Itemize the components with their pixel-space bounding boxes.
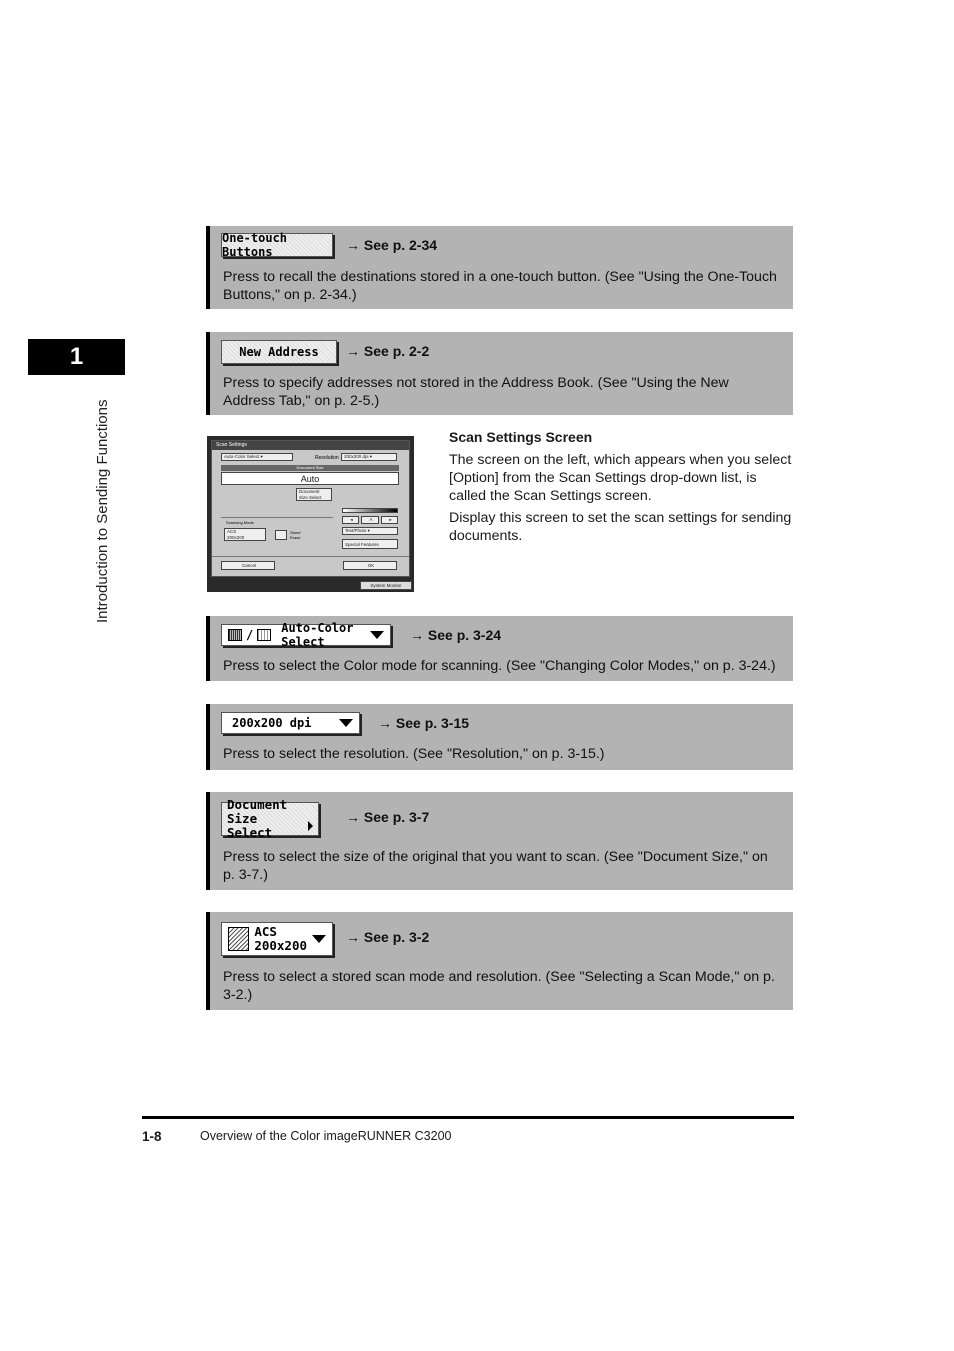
scan-mode-mini[interactable] bbox=[224, 528, 266, 541]
ok-mini-label: OK bbox=[367, 563, 375, 568]
doc-size-mini-line2: Size Select bbox=[299, 494, 322, 500]
store-erase-mini-label bbox=[290, 530, 301, 540]
chevron-right-icon bbox=[308, 821, 313, 831]
scan-mode-button[interactable] bbox=[221, 922, 333, 956]
color-select-mini[interactable]: Auto-Color Select ▾ bbox=[221, 453, 293, 461]
section-description: Press to select the Color mode for scanning. (See "Changing Color Modes," on p. 3-24.) bbox=[223, 658, 776, 674]
document-size-line2: Size Select bbox=[227, 811, 273, 840]
see-reference: → See p. 3-24 bbox=[410, 627, 502, 643]
scan-mode-text bbox=[254, 925, 307, 953]
auto-color-select-button[interactable] bbox=[221, 621, 391, 649]
chevron-down-icon bbox=[339, 719, 353, 727]
section-description: Press to select the size of the original that you want to scan. (See "Document Size," on p. 3-7.) bbox=[223, 849, 768, 883]
scan-settings-paragraph-2: Display this screen to set the scan settings for sending documents. bbox=[449, 510, 792, 544]
page-number: 1-8 bbox=[142, 1129, 162, 1144]
special-features-mini[interactable] bbox=[342, 539, 398, 549]
see-reference: → See p. 3-2 bbox=[346, 929, 430, 945]
document-size-select-button[interactable] bbox=[221, 797, 319, 840]
auto-color-select-label: Auto-Color Select bbox=[281, 621, 354, 649]
scan-settings-panel bbox=[211, 440, 410, 577]
section-new-address bbox=[206, 332, 793, 415]
scan-mode-mini-line1: ACS bbox=[227, 529, 237, 534]
see-reference: → See p. 2-34 bbox=[346, 237, 438, 253]
scan-mode-line1: ACS bbox=[254, 924, 277, 939]
new-address-button[interactable] bbox=[221, 340, 337, 364]
bottom-divider bbox=[212, 556, 409, 557]
footer-title: Overview of the Color imageRUNNER C3200 bbox=[200, 1129, 452, 1143]
see-reference: → See p. 3-15 bbox=[378, 715, 470, 731]
bw-mode-icon bbox=[257, 629, 271, 641]
image-type-mini-label: Text/Photo bbox=[345, 528, 367, 533]
chapter-title-text: Introduction to Sending Functions bbox=[94, 399, 111, 623]
new-address-label: New Address bbox=[239, 345, 319, 359]
doc-size-mini-line1: Document bbox=[299, 489, 320, 494]
resolution-mini-label: Resolution bbox=[315, 455, 339, 461]
scan-mode-line2: 200x200 bbox=[254, 938, 307, 953]
see-reference: → See p. 3-7 bbox=[346, 809, 430, 825]
chevron-down-icon bbox=[312, 935, 326, 943]
color-select-mini-label: Auto-Color Select bbox=[224, 454, 260, 459]
section-document-size bbox=[206, 792, 793, 890]
section-scan-mode bbox=[206, 912, 793, 1010]
document-size-select-text bbox=[227, 798, 308, 840]
section-auto-color-select bbox=[206, 616, 793, 681]
scan-settings-screenshot bbox=[207, 436, 414, 592]
density-darker-mini[interactable]: ▸ bbox=[381, 516, 398, 524]
see-reference: → See p. 2-2 bbox=[346, 343, 430, 359]
cancel-mini-button[interactable] bbox=[221, 561, 275, 570]
cancel-mini-label: Cancel bbox=[241, 563, 256, 568]
document-size-mini-label: Document Size bbox=[221, 465, 399, 471]
document-size-line1: Document bbox=[227, 797, 288, 812]
density-lighter-mini[interactable]: ◂ bbox=[342, 516, 359, 524]
ok-mini-button[interactable] bbox=[343, 561, 397, 570]
system-monitor-mini-button[interactable] bbox=[360, 581, 412, 590]
resolution-mini-value: 200x200 dpi bbox=[344, 454, 369, 459]
scanning-mode-mini-label: Scanning Mode bbox=[226, 520, 254, 525]
section-description: Press to specify addresses not stored in the Address Book. (See "Using the New Address Tab," on p. 2-5.) bbox=[223, 375, 729, 409]
chapter-number-tab: 1 bbox=[28, 339, 125, 375]
scan-mode-mini-line2: 200x200 bbox=[227, 534, 245, 540]
section-description: Press to recall the destinations stored in a one-touch button. (See "Using the One-Touch Buttons," on p. 2-34.) bbox=[223, 269, 777, 303]
resolution-mini[interactable]: 200x200 dpi ▾ bbox=[341, 453, 397, 461]
screen-title: Scan Settings bbox=[212, 441, 409, 450]
resolution-label: 200x200 dpi bbox=[232, 716, 312, 730]
scan-mode-icon bbox=[228, 927, 249, 951]
scan-settings-heading: Scan Settings Screen bbox=[449, 429, 593, 445]
chevron-down-icon bbox=[370, 631, 384, 639]
section-resolution bbox=[206, 704, 793, 770]
section-one-touch bbox=[206, 226, 793, 309]
system-monitor-mini-label: System Monitor bbox=[370, 583, 402, 588]
slash-separator: / bbox=[246, 628, 254, 642]
chapter-side-title bbox=[94, 385, 124, 625]
store-erase-line2: Erase bbox=[290, 535, 301, 540]
document-size-value: Auto bbox=[221, 472, 399, 485]
one-touch-buttons-label: One-touch Buttons bbox=[222, 231, 288, 259]
density-auto-mini[interactable] bbox=[361, 516, 379, 524]
one-touch-buttons-button[interactable] bbox=[221, 233, 333, 257]
section-description: Press to select a stored scan mode and resolution. (See "Selecting a Scan Mode," on p. 3-2.) bbox=[223, 969, 775, 1003]
resolution-button[interactable] bbox=[221, 712, 360, 734]
scan-settings-paragraph-1: The screen on the left, which appears when you select [Option] from the Scan Settings drop-down list, is called the Scan Settings screen. bbox=[449, 452, 792, 504]
store-erase-mini[interactable] bbox=[275, 530, 287, 540]
scanning-mode-divider bbox=[221, 517, 333, 518]
store-erase-line1: Store/ bbox=[290, 530, 301, 535]
document-size-select-mini[interactable] bbox=[296, 488, 332, 501]
color-mode-icon bbox=[228, 629, 242, 641]
section-description: Press to select the resolution. (See "Resolution," on p. 3-15.) bbox=[223, 746, 605, 762]
special-features-mini-label: Special Features bbox=[345, 542, 379, 547]
density-slider-mini[interactable] bbox=[342, 508, 398, 513]
footer-rule bbox=[142, 1116, 794, 1119]
density-auto-label: A bbox=[369, 517, 373, 522]
image-type-mini[interactable]: Text/Photo ▾ bbox=[342, 527, 398, 535]
